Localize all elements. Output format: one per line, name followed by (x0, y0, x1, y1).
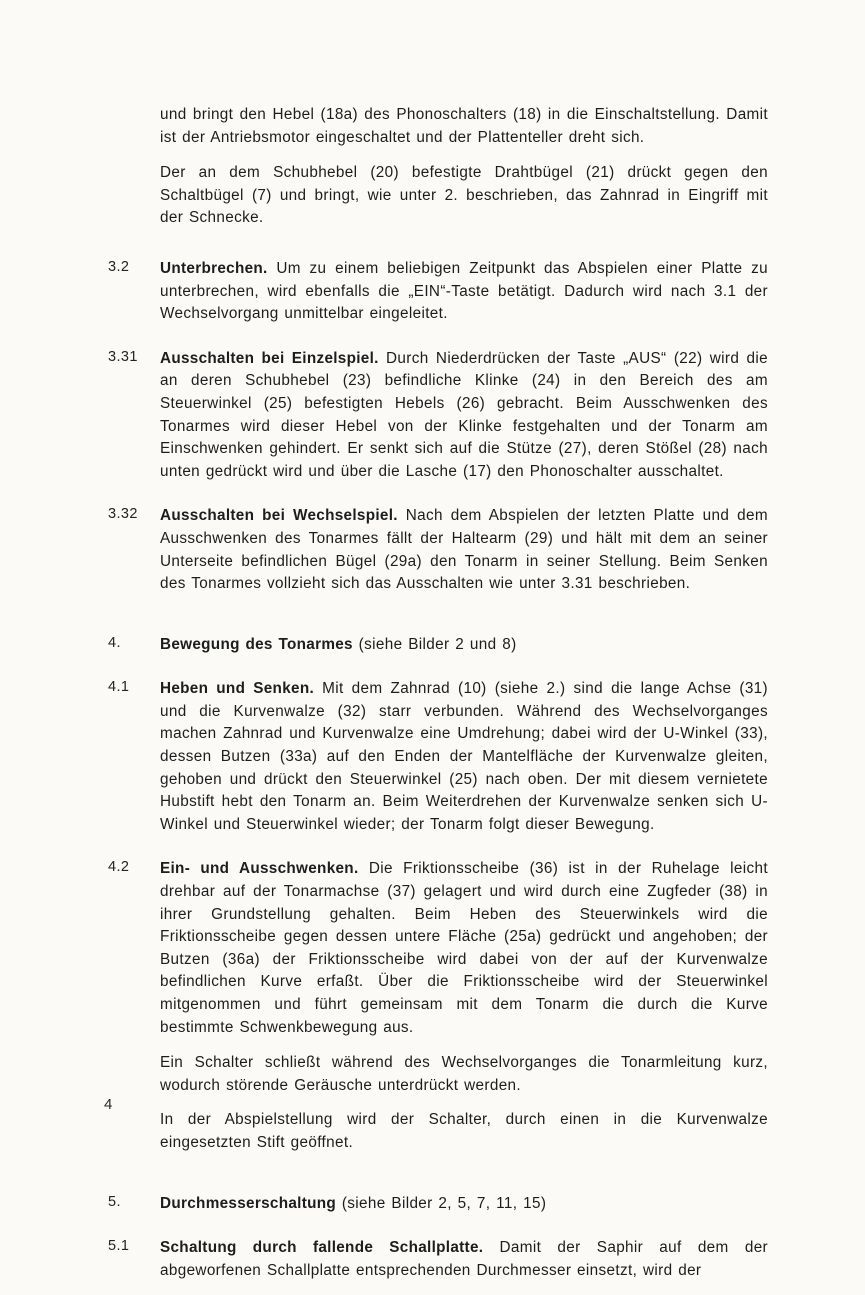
section-heading (160, 634, 517, 657)
paragraph-4-2b (160, 1052, 768, 1097)
section-body (160, 258, 768, 326)
paragraph-text: Ein Schalter schließt während des Wechselvorganges die Tonarmleitung kurz, wodurch störende Geräusche unterdrückt werden. (160, 1054, 768, 1094)
section-3-32 (108, 505, 768, 595)
section-number: 3.2 (108, 258, 130, 275)
section-text: Die Friktionsscheibe (36) ist in der Ruhelage leicht drehbar auf der Tonarmachse (37) gelagert und wird durch eine Zugfeder (38) in ihrer Grundstellung gehalten. Beim Heben des Steuerwinkels wird die Friktionsscheibe gegen dessen untere Fläche (25a) gedrückt und angehoben; der Butzen (36a) der Friktionsscheibe wird dabei von der auf der Kurvenwalze befindlichen Kurve erfaßt. Über die Friktionsscheibe wird der Steuerwinkel mitgenommen und führt gemeinsam mit dem Tonarm die durch die Kurve bestimmte Schwenkbewegung aus. (160, 860, 768, 1036)
section-number: 4.1 (108, 679, 130, 696)
section-lead: Ausschalten bei Wechselspiel. (160, 507, 398, 525)
section-5 (108, 1193, 768, 1216)
section-3-31 (108, 348, 768, 484)
section-4-2 (108, 858, 768, 1039)
section-number: 3.31 (108, 348, 138, 365)
section-body (160, 858, 768, 1039)
section-3-2 (108, 258, 768, 326)
paragraph-text: und bringt den Hebel (18a) des Phonoschalters (18) in die Einschaltstellung. Damit ist der Antriebsmotor eingeschaltet und der Plattenteller dreht sich. (160, 106, 768, 146)
section-4-1 (108, 678, 768, 836)
paragraph-text: In der Abspielstellung wird der Schalter, durch einen in die Kurvenwalze eingesetzten Stift geöffnet. (160, 1111, 768, 1151)
paragraph-intro-1 (160, 104, 768, 149)
text-column (108, 104, 768, 1295)
section-text: Nach dem Abspielen der letzten Platte und dem Ausschwenken des Tonarmes fällt der Haltearm (29) und hält mit dem an seiner Unterseite befindlichen Bügel (29a) den Tonarm in seiner Stellung. Beim Senken des Tonarmes vollzieht sich das Ausschalten wie unter 3.31 beschrieben. (160, 507, 768, 593)
paragraph-4-2c (160, 1109, 768, 1154)
section-lead: Unterbrechen. (160, 259, 268, 277)
section-lead: Durchmesserschaltung (160, 1194, 337, 1212)
section-body (160, 678, 768, 836)
section-body (160, 505, 768, 595)
paragraph-intro-2 (160, 162, 768, 230)
section-text: Um zu einem beliebigen Zeitpunkt das Abspielen einer Platte zu unterbrechen, wird ebenfalls die „EIN“-Taste betätigt. Dadurch wird nach 3.1 der Wechselvorgang unmittelbar eingeleitet. (160, 259, 768, 323)
section-lead: Ein- und Ausschwenken. (160, 860, 359, 878)
section-number: 4. (108, 634, 121, 651)
section-number: 5.1 (108, 1238, 130, 1255)
section-4 (108, 634, 768, 657)
section-body (160, 348, 768, 484)
section-text: (siehe Bilder 2, 5, 7, 11, 15) (336, 1194, 547, 1212)
paragraph-text: Der an dem Schubhebel (20) befestigte Drahtbügel (21) drückt gegen den Schaltbügel (7) und bringt, wie unter 2. beschrieben, das Zahnrad in Eingriff mit der Schnecke. (160, 164, 768, 227)
section-number: 4.2 (108, 859, 130, 876)
section-lead: Heben und Senken. (160, 680, 315, 698)
section-heading (160, 1193, 546, 1216)
page-number: 4 (104, 1096, 113, 1113)
section-text: (siehe Bilder 2 und 8) (352, 635, 517, 653)
section-number: 5. (108, 1193, 121, 1210)
section-lead: Schaltung durch fallende Schallplatte. (160, 1239, 484, 1257)
section-text: Mit dem Zahnrad (10) (siehe 2.) sind die lange Achse (31) und die Kurvenwalze (32) starr verbunden. Während des Wechselvorganges machen Zahnrad und Kurvenwalze eine Umdrehung; dabei wird der U-Winkel (33), dessen Butzen (33a) auf den Enden der Mantelfläche der Kurvenwalze gleiten, gehoben und drückt den Steuerwinkel (25) nach oben. Der mit diesem vernietete Hubstift hebt den Tonarm an. Beim Weiterdrehen der Kurvenwalze senken sich U-Winkel und Steuerwinkel wieder; der Tonarm folgt dieser Bewegung. (160, 680, 768, 833)
section-text: Durch Niederdrücken der Taste „AUS“ (22) wird die an deren Schubhebel (23) befindliche Klinke (24) in den Bereich des am Steuerwinkel (25) befestigten Hebels (26) gebracht. Beim Ausschwenken des Tonarmes wird dieser Hebel von der Klinke festgehalten und der Tonarm am Einschwenken gehindert. Er senkt sich auf die Stütze (27), deren Stößel (28) nach unten gedrückt wird und über die Lasche (17) den Phonoschalter ausschaltet. (160, 349, 768, 480)
section-text: Damit der Saphir auf dem der abgeworfenen Schallplatte entsprechenden Durchmesser einsetzt, wird der (160, 1239, 768, 1279)
section-lead: Bewegung des Tonarmes (160, 635, 353, 653)
section-lead: Ausschalten bei Einzelspiel. (160, 349, 379, 367)
section-5-1 (108, 1237, 768, 1282)
section-number: 3.32 (108, 506, 138, 523)
section-body (160, 1237, 768, 1282)
